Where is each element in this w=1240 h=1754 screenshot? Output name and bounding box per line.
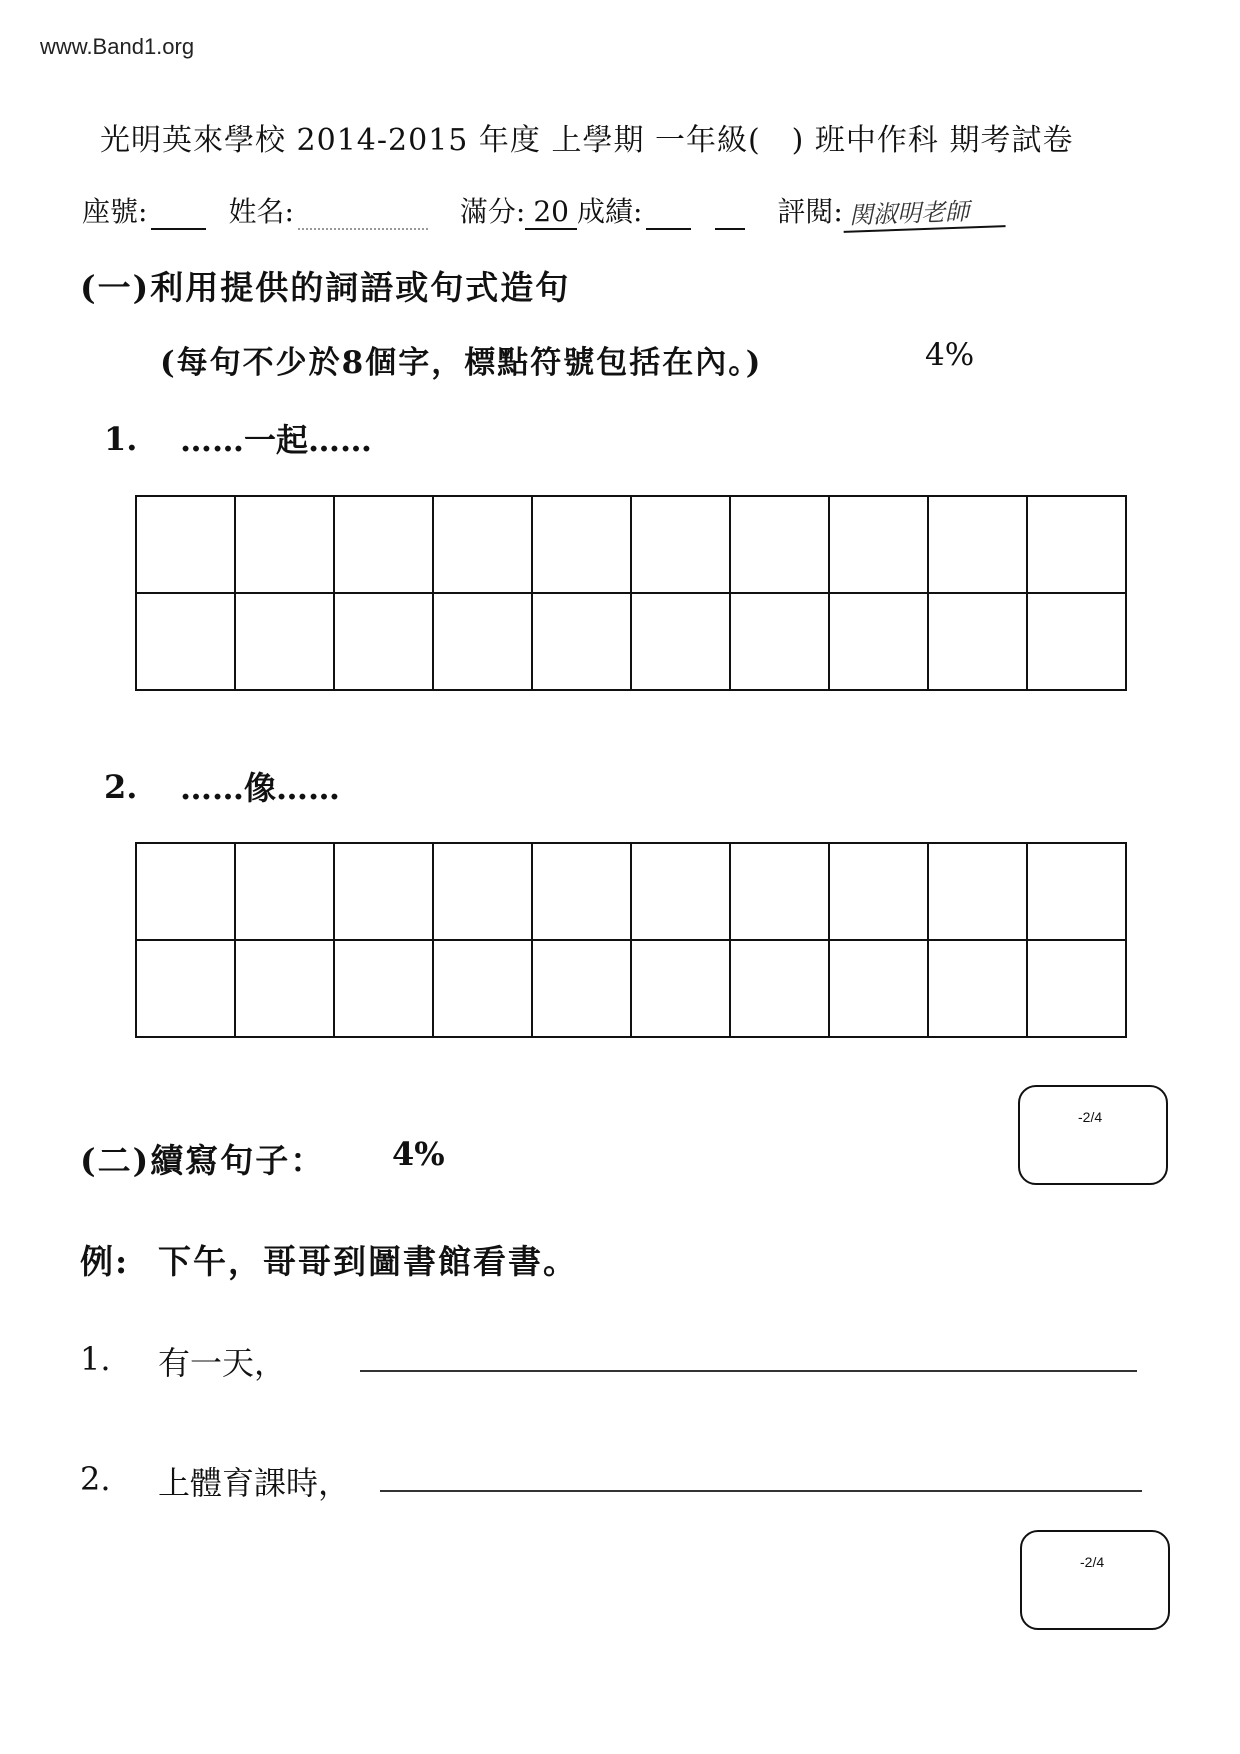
grid-cell[interactable]	[433, 940, 532, 1037]
grid-cell[interactable]	[631, 593, 730, 690]
grid-cell[interactable]	[928, 593, 1027, 690]
answer-grid-1[interactable]	[135, 495, 1127, 691]
item1-pattern: ……一起……	[180, 421, 373, 459]
section2-marks: 4%	[392, 1135, 445, 1173]
grid-cell[interactable]	[928, 843, 1027, 940]
grid-cell[interactable]	[829, 496, 928, 593]
section1-hint: (每句不少於8個字，標點符號包括在內。)	[160, 345, 763, 381]
full-marks-value: 20	[525, 195, 577, 230]
grid-cell[interactable]	[334, 593, 433, 690]
grid-cell[interactable]	[730, 843, 829, 940]
item2-number: 2.	[104, 768, 138, 806]
exam-title: 光明英來學校 2014-2015 年度 上學期 一年級( ) 班中作科 期考試卷	[100, 123, 1074, 158]
grid-cell[interactable]	[433, 593, 532, 690]
student-info-row	[82, 190, 1005, 230]
grid-cell[interactable]	[730, 593, 829, 690]
grid-cell[interactable]	[532, 940, 631, 1037]
grid-cell[interactable]	[829, 940, 928, 1037]
answer-grid-2[interactable]	[135, 842, 1127, 1038]
answer-line-2[interactable]	[380, 1490, 1142, 1492]
grid-cell[interactable]	[235, 496, 334, 593]
item1-number: 1.	[104, 420, 138, 458]
grid-cell[interactable]	[829, 593, 928, 690]
section1-score: -2/4	[1078, 1109, 1103, 1125]
grid-cell[interactable]	[136, 940, 235, 1037]
section2-score-box	[1020, 1530, 1170, 1630]
grid-cell[interactable]	[433, 843, 532, 940]
grid-cell[interactable]	[433, 496, 532, 593]
prompt1-text: 有一天，	[158, 1344, 287, 1382]
score-label: 成績:	[576, 195, 643, 228]
grid-cell[interactable]	[730, 940, 829, 1037]
prompt1-number: 1.	[80, 1340, 111, 1378]
grid-cell[interactable]	[532, 843, 631, 940]
site-watermark: www.Band1.org	[40, 34, 195, 59]
example-text: 下午，哥哥到圖書館看書。	[158, 1242, 578, 1281]
grid-cell[interactable]	[730, 496, 829, 593]
name-label: 姓名:	[228, 195, 294, 228]
grid-cell[interactable]	[334, 496, 433, 593]
grid-cell[interactable]	[136, 593, 235, 690]
grid-cell[interactable]	[1027, 593, 1126, 690]
prompt2-number: 2.	[80, 1460, 111, 1498]
grid-cell[interactable]	[928, 496, 1027, 593]
prompt2-text: 上體育課時，	[158, 1464, 351, 1502]
section2-score: -2/4	[1080, 1554, 1105, 1570]
score-blank-1[interactable]	[646, 198, 691, 230]
score-blank-2[interactable]	[715, 198, 745, 230]
seat-label: 座號:	[82, 195, 148, 228]
example-label: 例:	[80, 1242, 130, 1281]
grid-cell[interactable]	[1027, 496, 1126, 593]
section1-marks: 4%	[925, 337, 975, 373]
grid-cell[interactable]	[235, 843, 334, 940]
grader-label: 評閱:	[777, 195, 843, 228]
grid-cell[interactable]	[532, 496, 631, 593]
grid-cell[interactable]	[532, 593, 631, 690]
section1-title: (一)利用提供的詞語或句式造句	[80, 268, 571, 307]
name-blank[interactable]	[298, 198, 428, 230]
grid-cell[interactable]	[1027, 940, 1126, 1037]
seat-blank[interactable]	[151, 198, 206, 230]
section2-title: (二)續寫句子：	[80, 1141, 326, 1180]
answer-line-1[interactable]	[360, 1370, 1137, 1372]
grid-cell[interactable]	[235, 940, 334, 1037]
grid-cell[interactable]	[235, 593, 334, 690]
grader-signature: 関淑明老師	[842, 190, 1005, 233]
grid-cell[interactable]	[829, 843, 928, 940]
grid-cell[interactable]	[631, 843, 730, 940]
grid-cell[interactable]	[928, 940, 1027, 1037]
grid-cell[interactable]	[136, 496, 235, 593]
grid-cell[interactable]	[1027, 843, 1126, 940]
grid-cell[interactable]	[631, 940, 730, 1037]
grid-cell[interactable]	[334, 940, 433, 1037]
grid-cell[interactable]	[334, 843, 433, 940]
grid-cell[interactable]	[136, 843, 235, 940]
section1-score-box	[1018, 1085, 1168, 1185]
full-marks-label: 滿分:	[459, 195, 526, 228]
item2-pattern: ……像……	[180, 769, 341, 807]
grid-cell[interactable]	[631, 496, 730, 593]
